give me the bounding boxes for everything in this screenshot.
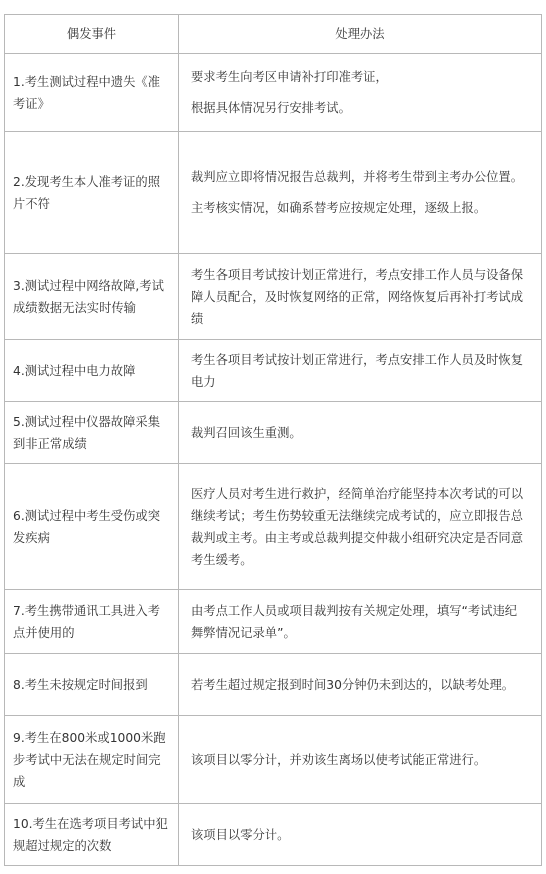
method-text: 该项目以零分计。 (191, 827, 290, 842)
method-text: 根据具体情况另行安排考试。 (191, 101, 351, 115)
method-cell (179, 464, 542, 590)
method-cell (179, 132, 542, 254)
incident-handling-table (4, 14, 542, 866)
method-text: 裁判召回该生重测。 (191, 425, 302, 440)
table-row (5, 340, 542, 402)
table-row (5, 654, 542, 716)
method-text: 主考核实情况，如确系替考应按规定处理，逐级上报。 (191, 201, 487, 215)
method-cell (179, 654, 542, 716)
method-cell (179, 340, 542, 402)
table-row (5, 54, 542, 132)
event-cell: 9.考生在800米或1000米跑步考试中无法在规定时间完成 (5, 716, 179, 804)
event-cell: 2.发现考生本人准考证的照片不符 (5, 132, 179, 254)
event-cell: 7.考生携带通讯工具进入考点并使用的 (5, 590, 179, 654)
table-row (5, 716, 542, 804)
event-cell: 10.考生在选考项目考试中犯规超过规定的次数 (5, 804, 179, 866)
table-header-row (5, 15, 542, 54)
method-cell (179, 54, 542, 132)
table-row (5, 402, 542, 464)
event-cell: 8.考生未按规定时间报到 (5, 654, 179, 716)
method-text: 要求考生向考区申请补打印准考证， (191, 70, 388, 84)
table-row (5, 590, 542, 654)
table-row (5, 804, 542, 866)
method-cell (179, 804, 542, 866)
table-row (5, 132, 542, 254)
header-event: 偶发事件 (5, 15, 179, 54)
event-cell: 3.测试过程中网络故障,考试成绩数据无法实时传输 (5, 254, 179, 340)
method-text: 考生各项目考试按计划正常进行，考点安排工作人员与设备保障人员配合，及时恢复网络的正常，网络恢复后再补打考试成绩 (191, 267, 524, 326)
event-cell: 1.考生测试过程中遗失《准考证》 (5, 54, 179, 132)
method-cell (179, 254, 542, 340)
table-row (5, 254, 542, 340)
method-text: 医疗人员对考生进行救护，经简单治疗能坚持本次考试的可以继续考试；考生伤势较重无法继续完成考试的，应立即报告总裁判或主考。由主考或总裁判提交仲裁小组研究决定是否同意考生缓考。 (191, 486, 524, 567)
method-cell (179, 402, 542, 464)
header-method: 处理办法 (179, 15, 542, 54)
method-cell (179, 590, 542, 654)
event-cell: 5.测试过程中仪器故障采集到非正常成绩 (5, 402, 179, 464)
method-text: 由考点工作人员或项目裁判按有关规定处理，填写“考试违纪舞弊情况记录单”。 (191, 603, 518, 640)
table-row (5, 464, 542, 590)
method-cell (179, 716, 542, 804)
event-cell: 4.测试过程中电力故障 (5, 340, 179, 402)
method-text: 考生各项目考试按计划正常进行，考点安排工作人员及时恢复电力 (191, 352, 524, 389)
method-text: 若考生超过规定报到时间30分钟仍未到达的，以缺考处理。 (191, 677, 515, 692)
method-text: 裁判应立即将情况报告总裁判，并将考生带到主考办公位置。 (191, 170, 524, 184)
event-cell: 6.测试过程中考生受伤或突发疾病 (5, 464, 179, 590)
method-text: 该项目以零分计，并劝该生离场以使考试能正常进行。 (191, 752, 487, 767)
